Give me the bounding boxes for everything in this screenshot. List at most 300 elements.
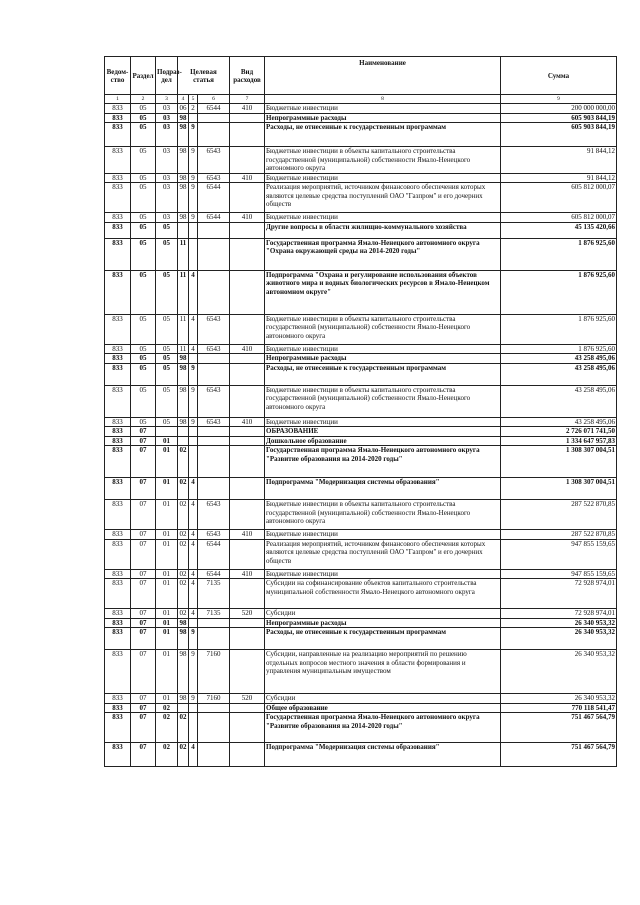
cell-target-code <box>198 743 230 767</box>
table-row <box>105 147 617 174</box>
cell-summa: 1 876 925,60 <box>501 238 617 270</box>
cell-ved: 833 <box>105 628 131 650</box>
cell-target-sub <box>189 113 198 123</box>
col-header-summa: Сумма <box>501 57 617 95</box>
cell-target-code: 6543 <box>198 385 230 417</box>
cell-razdel: 07 <box>131 436 156 446</box>
cell-target-sub <box>189 238 198 270</box>
cell-ved: 833 <box>105 123 131 147</box>
cell-naim: Непрограммные расходы <box>265 113 501 123</box>
cell-target-sub: 4 <box>189 478 198 500</box>
cell-naim: Бюджетные инвестиции <box>265 417 501 427</box>
cell-target-code <box>198 222 230 238</box>
cell-target-sub: 9 <box>189 183 198 213</box>
cell-vid <box>230 354 265 364</box>
cell-target-code: 6543 <box>198 314 230 344</box>
cell-podrazdel: 01 <box>156 530 178 540</box>
cell-podrazdel: 05 <box>156 314 178 344</box>
cell-target-program: 98 <box>179 354 187 362</box>
cell-podrazdel: 05 <box>156 363 178 385</box>
cell-vid <box>230 113 265 123</box>
cell-razdel: 05 <box>131 123 156 147</box>
cell-target-sub <box>189 354 198 364</box>
cell-summa: 1 308 307 004,51 <box>501 446 617 478</box>
table-row <box>105 363 617 385</box>
cell-summa: 91 844,12 <box>501 173 617 183</box>
cell-target-sub <box>189 703 198 713</box>
cell-ved: 833 <box>105 446 131 478</box>
cell-razdel: 05 <box>131 113 156 123</box>
cell-naim: Бюджетные инвестиции <box>265 569 501 579</box>
cell-podrazdel: 03 <box>156 123 178 147</box>
cell-target-program <box>178 436 189 446</box>
column-number: 8 <box>265 95 501 104</box>
cell-vid <box>230 713 265 743</box>
column-number: 9 <box>501 95 617 104</box>
cell-target-program: 98 <box>178 363 189 385</box>
cell-target-code: 6543 <box>198 147 230 174</box>
cell-podrazdel: 05 <box>156 270 178 314</box>
cell-naim: Расходы, не отнесенные к государственным программам <box>265 123 501 147</box>
cell-vid: 410 <box>230 417 265 427</box>
cell-razdel: 05 <box>131 104 156 114</box>
cell-razdel: 05 <box>131 222 156 238</box>
cell-vid: 410 <box>230 173 265 183</box>
cell-target-sub <box>189 446 198 478</box>
table-row <box>105 618 617 628</box>
cell-naim: Бюджетные инвестиции <box>265 213 501 223</box>
cell-podrazdel: 01 <box>156 579 178 609</box>
cell-target-sub: 2 <box>189 104 198 114</box>
cell-naim: Бюджетные инвестиции в объекты капитального строительства государственной (муниципальной) собственности Ямало-Ненецкого автономного округа <box>265 314 501 344</box>
cell-target-sub: 4 <box>189 579 198 609</box>
cell-target-program: 11 <box>178 238 189 270</box>
cell-summa: 26 340 953,32 <box>501 694 617 704</box>
col-header-naim: Наименование <box>265 57 501 95</box>
cell-podrazdel: 05 <box>156 417 178 427</box>
cell-podrazdel: 01 <box>156 500 178 530</box>
cell-razdel: 07 <box>131 569 156 579</box>
cell-target-code: 7160 <box>198 694 230 704</box>
cell-vid <box>230 385 265 417</box>
cell-naim: Общее образование <box>265 703 501 713</box>
cell-podrazdel: 03 <box>156 213 178 223</box>
cell-target-sub: 4 <box>189 569 198 579</box>
cell-podrazdel: 02 <box>156 743 178 767</box>
cell-summa: 72 928 974,01 <box>501 609 617 619</box>
cell-podrazdel: 05 <box>156 385 178 417</box>
cell-target-sub: 9 <box>189 694 198 704</box>
cell-razdel: 07 <box>131 446 156 478</box>
cell-podrazdel: 05 <box>156 222 178 238</box>
cell-razdel: 07 <box>131 703 156 713</box>
cell-ved: 833 <box>105 569 131 579</box>
cell-vid <box>230 703 265 713</box>
cell-target-code <box>198 270 230 314</box>
cell-target-sub: 9 <box>189 628 198 650</box>
cell-summa: 1 876 925,60 <box>501 314 617 344</box>
cell-podrazdel: 03 <box>156 104 178 114</box>
cell-vid <box>230 628 265 650</box>
cell-target-code: 6544 <box>198 104 230 114</box>
column-number: 2 <box>131 95 156 104</box>
cell-ved: 833 <box>105 183 131 213</box>
cell-summa: 43 258 495,06 <box>501 385 617 417</box>
table-row <box>105 530 617 540</box>
col-header-vid: Вид расходов <box>230 57 265 95</box>
cell-target-code <box>198 478 230 500</box>
cell-summa: 605 903 844,19 <box>501 123 617 147</box>
cell-ved: 833 <box>105 500 131 530</box>
cell-target-code: 6543 <box>198 530 230 540</box>
table-row <box>105 173 617 183</box>
cell-podrazdel: 01 <box>156 446 178 478</box>
col-header-podrazdel: Подраз-дел <box>156 57 178 95</box>
cell-target-sub: 4 <box>189 344 198 354</box>
table-row <box>105 628 617 650</box>
table-row <box>105 743 617 767</box>
cell-podrazdel: 03 <box>156 147 178 174</box>
cell-target-program: 98 <box>179 618 187 627</box>
cell-target-program: 98 <box>179 417 187 426</box>
cell-target-sub: 4 <box>189 530 198 540</box>
cell-naim: Подпрограмма "Модернизация системы образования" <box>265 743 501 767</box>
cell-ved: 833 <box>105 363 131 385</box>
cell-razdel: 07 <box>131 530 156 540</box>
cell-target-program: 98 <box>178 147 189 174</box>
cell-podrazdel: 01 <box>156 618 178 628</box>
cell-target-code <box>198 113 230 123</box>
cell-vid <box>230 363 265 385</box>
cell-naim: ОБРАЗОВАНИЕ <box>265 427 501 437</box>
cell-podrazdel: 05 <box>156 238 178 270</box>
cell-naim: Бюджетные инвестиции <box>265 344 501 354</box>
table-row <box>105 436 617 446</box>
cell-vid: 410 <box>230 569 265 579</box>
cell-vid <box>230 123 265 147</box>
cell-target-program: 98 <box>178 385 189 417</box>
cell-summa: 751 467 564,79 <box>501 713 617 743</box>
cell-summa: 26 340 953,32 <box>501 650 617 694</box>
table-row <box>105 238 617 270</box>
cell-ved: 833 <box>105 436 131 446</box>
cell-ved: 833 <box>105 539 131 569</box>
cell-target-program: 11 <box>178 344 189 354</box>
table-row <box>105 539 617 569</box>
table-row <box>105 314 617 344</box>
cell-naim: Субсидии, направленные на реализацию мероприятий по решению отдельных вопросов местного значения в области формирования и управления муниципальным имуществом <box>265 650 501 694</box>
cell-summa: 1 876 925,60 <box>501 344 617 354</box>
table-row <box>105 650 617 694</box>
cell-summa: 43 258 495,06 <box>501 354 617 364</box>
cell-target-sub: 9 <box>189 385 198 417</box>
cell-ved: 833 <box>105 743 131 767</box>
table-row <box>105 113 617 123</box>
cell-summa: 751 467 564,79 <box>501 743 617 767</box>
cell-target-code: 6544 <box>198 539 230 569</box>
cell-ved: 833 <box>105 579 131 609</box>
cell-target-program: 98 <box>178 123 189 147</box>
cell-ved: 833 <box>105 354 131 364</box>
cell-target-program: 11 <box>178 314 189 344</box>
cell-naim: Государственная программа Ямало-Ненецкого автономного округа "Развитие образования на 2014-2020 годы" <box>265 446 501 478</box>
cell-target-code <box>198 436 230 446</box>
cell-target-sub <box>189 436 198 446</box>
cell-target-program <box>178 427 189 437</box>
cell-razdel: 07 <box>131 628 156 650</box>
table-row <box>105 123 617 147</box>
cell-razdel: 07 <box>131 650 156 694</box>
cell-ved: 833 <box>105 478 131 500</box>
cell-target-program: 98 <box>178 628 189 650</box>
cell-naim: Государственная программа Ямало-Ненецкого автономного округа "Развитие образования на 2014-2020 годы" <box>265 713 501 743</box>
cell-vid <box>230 238 265 270</box>
column-number: 6 <box>198 95 230 104</box>
cell-vid: 520 <box>230 609 265 619</box>
cell-vid <box>230 743 265 767</box>
cell-target-program: 02 <box>178 478 189 500</box>
cell-ved: 833 <box>105 222 131 238</box>
cell-vid: 410 <box>230 530 265 540</box>
cell-naim: Дошкольное образование <box>265 436 501 446</box>
cell-target-sub: 4 <box>189 270 198 314</box>
cell-target-sub: 4 <box>189 314 198 344</box>
cell-target-program: 98 <box>179 173 187 182</box>
cell-ved: 833 <box>105 417 131 427</box>
cell-podrazdel: 03 <box>156 113 178 123</box>
cell-summa: 287 522 870,85 <box>501 500 617 530</box>
cell-target-code <box>198 354 230 364</box>
cell-naim: Расходы, не отнесенные к государственным программам <box>265 363 501 385</box>
cell-summa: 26 340 953,32 <box>501 628 617 650</box>
column-number: 7 <box>230 95 265 104</box>
cell-target-program: 98 <box>179 213 187 221</box>
cell-ved: 833 <box>105 713 131 743</box>
cell-naim: Реализация мероприятий, источником финансового обеспечения которых являются целевые средства поступлений ОАО "Газпром" и его дочерних обществ <box>265 183 501 213</box>
cell-razdel: 05 <box>131 147 156 174</box>
cell-ved: 833 <box>105 104 131 114</box>
cell-target-code <box>198 628 230 650</box>
table-row <box>105 579 617 609</box>
header-row <box>105 57 617 95</box>
cell-ved: 833 <box>105 618 131 628</box>
cell-razdel: 05 <box>131 344 156 354</box>
cell-vid: 520 <box>230 694 265 704</box>
cell-target-sub: 9 <box>189 147 198 174</box>
table-row <box>105 385 617 417</box>
cell-razdel: 07 <box>131 500 156 530</box>
cell-razdel: 05 <box>131 183 156 213</box>
cell-target-sub: 4 <box>189 500 198 530</box>
cell-summa: 287 522 870,85 <box>501 530 617 540</box>
cell-ved: 833 <box>105 427 131 437</box>
cell-ved: 833 <box>105 238 131 270</box>
cell-vid <box>230 270 265 314</box>
cell-razdel: 07 <box>131 694 156 704</box>
cell-target-sub: 9 <box>189 173 198 183</box>
cell-naim: Бюджетные инвестиции в объекты капитального строительства государственной (муниципальной) собственности Ямало-Ненецкого автономного округа <box>265 147 501 174</box>
cell-target-code: 7160 <box>198 650 230 694</box>
cell-target-program: 98 <box>179 113 187 122</box>
cell-razdel: 05 <box>131 238 156 270</box>
cell-target-program: 98 <box>178 650 189 694</box>
table-row <box>105 270 617 314</box>
column-number: 4 <box>178 95 189 104</box>
cell-summa: 43 258 495,06 <box>501 363 617 385</box>
cell-ved: 833 <box>105 147 131 174</box>
cell-ved: 833 <box>105 213 131 223</box>
cell-target-code <box>198 703 230 713</box>
cell-summa: 72 928 974,01 <box>501 579 617 609</box>
cell-target-code <box>198 446 230 478</box>
cell-target-program: 98 <box>178 183 189 213</box>
cell-ved: 833 <box>105 270 131 314</box>
cell-podrazdel: 01 <box>156 539 178 569</box>
cell-vid: 410 <box>230 104 265 114</box>
cell-target-program: 02 <box>178 743 189 767</box>
cell-target-sub: 4 <box>189 743 198 767</box>
cell-ved: 833 <box>105 173 131 183</box>
cell-vid <box>230 436 265 446</box>
cell-podrazdel: 01 <box>156 478 178 500</box>
table-row <box>105 417 617 427</box>
table-row <box>105 446 617 478</box>
cell-summa: 26 340 953,32 <box>501 618 617 628</box>
cell-target-code <box>198 618 230 628</box>
cell-razdel: 07 <box>131 427 156 437</box>
cell-vid <box>230 618 265 628</box>
cell-target-sub: 9 <box>189 417 198 427</box>
cell-target-code: 6543 <box>198 417 230 427</box>
cell-podrazdel: 05 <box>156 354 178 364</box>
cell-podrazdel: 03 <box>156 173 178 183</box>
cell-ved: 833 <box>105 113 131 123</box>
cell-naim: Другие вопросы в области жилищно-коммунального хозяйства <box>265 222 501 238</box>
column-number: 1 <box>105 95 131 104</box>
table-row <box>105 713 617 743</box>
cell-vid <box>230 446 265 478</box>
column-number-row <box>105 95 617 104</box>
cell-target-program <box>178 703 189 713</box>
cell-target-program: 02 <box>178 579 189 609</box>
cell-naim: Субсидии <box>265 609 501 619</box>
cell-naim: Реализация мероприятий, источником финансового обеспечения которых являются целевые средства поступлений ОАО "Газпром" и его дочерних обществ <box>265 539 501 569</box>
cell-target-sub <box>189 427 198 437</box>
cell-target-code <box>198 713 230 743</box>
cell-razdel: 07 <box>131 743 156 767</box>
cell-naim: Подпрограмма "Охрана и регулирование использования объектов животного мира и водных биологических ресурсов в Ямало-Ненецком автономном округе" <box>265 270 501 314</box>
cell-target-program: 02 <box>178 500 189 530</box>
cell-summa: 200 000 000,00 <box>501 104 617 114</box>
cell-summa: 605 812 000,07 <box>501 183 617 213</box>
cell-vid <box>230 222 265 238</box>
cell-podrazdel: 02 <box>156 703 178 713</box>
col-header-celevaya: Целевая статья <box>178 57 230 95</box>
cell-summa: 2 726 071 741,50 <box>501 427 617 437</box>
cell-naim: Бюджетные инвестиции в объекты капитального строительства государственной (муниципальной) собственности Ямало-Ненецкого автономного округа <box>265 385 501 417</box>
cell-naim: Непрограммные расходы <box>265 618 501 628</box>
cell-vid <box>230 539 265 569</box>
cell-razdel: 05 <box>131 363 156 385</box>
cell-summa: 947 855 159,65 <box>501 569 617 579</box>
cell-summa: 43 258 495,06 <box>501 417 617 427</box>
cell-target-sub: 9 <box>189 213 198 223</box>
cell-naim: Бюджетные инвестиции <box>265 104 501 114</box>
cell-naim: Субсидии <box>265 694 501 704</box>
cell-vid <box>230 427 265 437</box>
cell-ved: 833 <box>105 530 131 540</box>
table-row <box>105 609 617 619</box>
cell-vid <box>230 147 265 174</box>
cell-vid: 410 <box>230 213 265 223</box>
cell-razdel: 05 <box>131 417 156 427</box>
cell-ved: 833 <box>105 703 131 713</box>
cell-target-sub: 9 <box>189 650 198 694</box>
cell-summa: 605 903 844,19 <box>501 113 617 123</box>
cell-razdel: 07 <box>131 539 156 569</box>
cell-podrazdel: 01 <box>156 436 178 446</box>
cell-target-code <box>198 427 230 437</box>
table-row <box>105 500 617 530</box>
cell-target-code: 7135 <box>198 579 230 609</box>
cell-target-code: 6544 <box>198 213 230 223</box>
cell-podrazdel: 03 <box>156 183 178 213</box>
cell-target-sub: 9 <box>189 123 198 147</box>
cell-target-program: 02 <box>178 713 189 743</box>
table-row <box>105 104 617 114</box>
cell-target-code: 6543 <box>198 344 230 354</box>
cell-razdel: 07 <box>131 579 156 609</box>
cell-summa: 1 334 647 957,83 <box>501 436 617 446</box>
cell-naim: Бюджетные инвестиции <box>265 530 501 540</box>
cell-target-code: 6544 <box>198 183 230 213</box>
cell-podrazdel <box>156 427 178 437</box>
cell-naim: Бюджетные инвестиции в объекты капитального строительства государственной (муниципальной) собственности Ямало-Ненецкого автономного округа <box>265 500 501 530</box>
cell-vid <box>230 478 265 500</box>
cell-summa: 45 135 420,66 <box>501 222 617 238</box>
cell-podrazdel: 01 <box>156 569 178 579</box>
table-row <box>105 478 617 500</box>
cell-ved: 833 <box>105 385 131 417</box>
cell-ved: 833 <box>105 694 131 704</box>
cell-podrazdel: 05 <box>156 344 178 354</box>
table-row <box>105 694 617 704</box>
cell-razdel: 05 <box>131 385 156 417</box>
col-header-ved: Ведом-ство <box>105 57 131 95</box>
cell-naim: Бюджетные инвестиции <box>265 173 501 183</box>
cell-vid <box>230 183 265 213</box>
cell-podrazdel: 01 <box>156 650 178 694</box>
cell-naim: Непрограммные расходы <box>265 354 501 364</box>
cell-vid <box>230 500 265 530</box>
cell-podrazdel: 01 <box>156 628 178 650</box>
cell-summa: 1 876 925,60 <box>501 270 617 314</box>
cell-target-sub <box>189 222 198 238</box>
cell-naim: Расходы, не отнесенные к государственным программам <box>265 628 501 650</box>
column-number: 3 <box>156 95 178 104</box>
cell-razdel: 07 <box>131 478 156 500</box>
cell-target-sub <box>189 713 198 743</box>
cell-razdel: 05 <box>131 213 156 223</box>
table-row <box>105 569 617 579</box>
table-row <box>105 344 617 354</box>
cell-summa: 91 844,12 <box>501 147 617 174</box>
cell-target-code <box>198 123 230 147</box>
cell-podrazdel: 01 <box>156 609 178 619</box>
cell-podrazdel: 02 <box>156 713 178 743</box>
table-row <box>105 703 617 713</box>
cell-target-code <box>198 363 230 385</box>
